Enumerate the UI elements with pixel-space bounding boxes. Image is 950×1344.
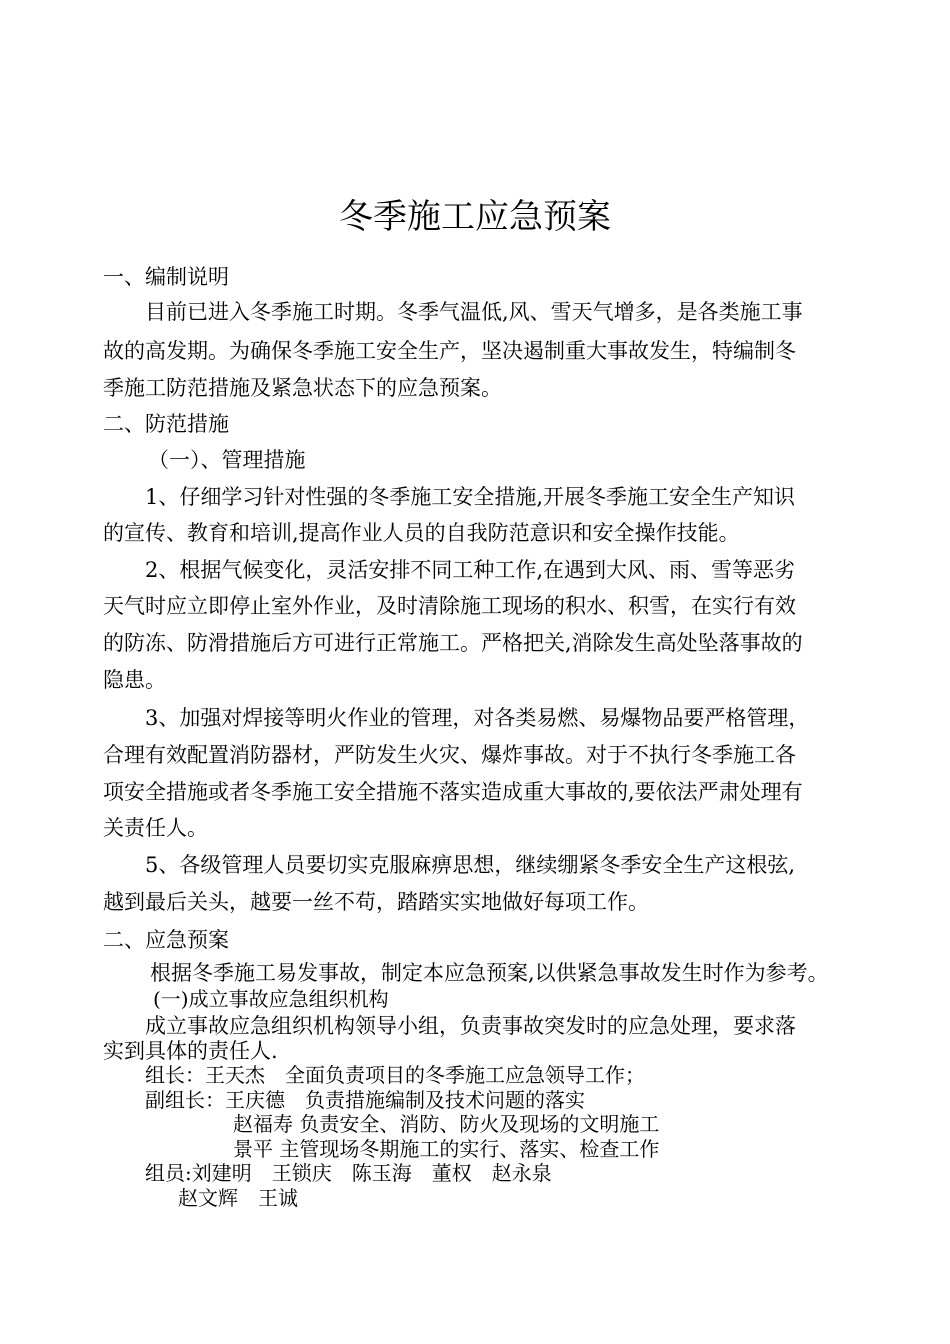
section-heading-explanation: 一、编制说明 xyxy=(103,265,229,289)
members-line: 组员:刘建明 王锁庆 陈玉海 董权 赵永泉 xyxy=(145,1161,552,1185)
deputy-leader-line: 景平 主管现场冬期施工的实行、落实、检查工作 xyxy=(233,1137,660,1161)
list-item-line: 天气时应立即停止室外作业，及时清除施工现场的积水、积雪，在实行有效 xyxy=(103,594,796,618)
list-item-line: 的防冻、防滑措施后方可进行正常施工。严格把关,消除发生高处坠落事故的 xyxy=(103,631,803,655)
paragraph-line: 成立事故应急组织机构领导小组，负责事故突发时的应急处理，要求落 xyxy=(145,1014,796,1038)
list-item-line: 项安全措施或者冬季施工安全措施不落实造成重大事故的,要依法严肃处理有 xyxy=(103,780,803,804)
list-item-line: 5、各级管理人员要切实克服麻痹思想，继续绷紧冬季安全生产这根弦, xyxy=(145,853,796,877)
list-item-line: 的宣传、教育和培训,提高作业人员的自我防范意识和安全操作技能。 xyxy=(103,521,740,545)
paragraph-line: 季施工防范措施及紧急状态下的应急预案。 xyxy=(103,376,502,400)
list-item-line: 关责任人。 xyxy=(103,816,208,840)
document-title: 冬季施工应急预案 xyxy=(339,197,611,237)
list-item-line: 2、根据气候变化，灵活安排不同工种工作,在遇到大风、雨、雪等恶劣 xyxy=(145,558,796,582)
team-leader-line: 组长：王天杰 全面负责项目的冬季施工应急领导工作； xyxy=(145,1063,645,1087)
members-line: 赵文辉 王诚 xyxy=(178,1186,298,1210)
section-heading-prevention: 二、防范措施 xyxy=(103,412,229,436)
deputy-leader-line: 赵福寿 负责安全、消防、防火及现场的文明施工 xyxy=(233,1112,660,1136)
paragraph-line: 故的高发期。为确保冬季施工安全生产，坚决遏制重大事故发生，特编制冬 xyxy=(103,339,796,363)
list-item-line: 合理有效配置消防器材，严防发生火灾、爆炸事故。对于不执行冬季施工各 xyxy=(103,743,796,767)
paragraph-line: 根据冬季施工易发事故，制定本应急预案,以供紧急事故发生时作为参考。 xyxy=(150,961,829,985)
deputy-leader-line: 副组长：王庆德 负责措施编制及技术问题的落实 xyxy=(145,1088,585,1112)
list-item-line: 1、仔细学习针对性强的冬季施工安全措施,开展冬季施工安全生产知识 xyxy=(145,485,796,509)
list-item-line: 隐患。 xyxy=(103,668,166,692)
list-item-line: 越到最后关头，越要一丝不苟，踏踏实实地做好每项工作。 xyxy=(103,890,649,914)
subsection-heading-management: （一）、管理措施 xyxy=(148,448,306,472)
list-item-line: 3、加强对焊接等明火作业的管理，对各类易燃、易爆物品要严格管理， xyxy=(145,706,810,730)
subsection-heading-organization: (一)成立事故应急组织机构 xyxy=(153,987,389,1011)
section-heading-emergency-plan: 二、应急预案 xyxy=(103,928,229,952)
paragraph-line: 目前已进入冬季施工时期。冬季气温低,风、雪天气增多，是各类施工事 xyxy=(145,300,803,324)
paragraph-line: 实到具体的责任人. xyxy=(103,1039,278,1063)
